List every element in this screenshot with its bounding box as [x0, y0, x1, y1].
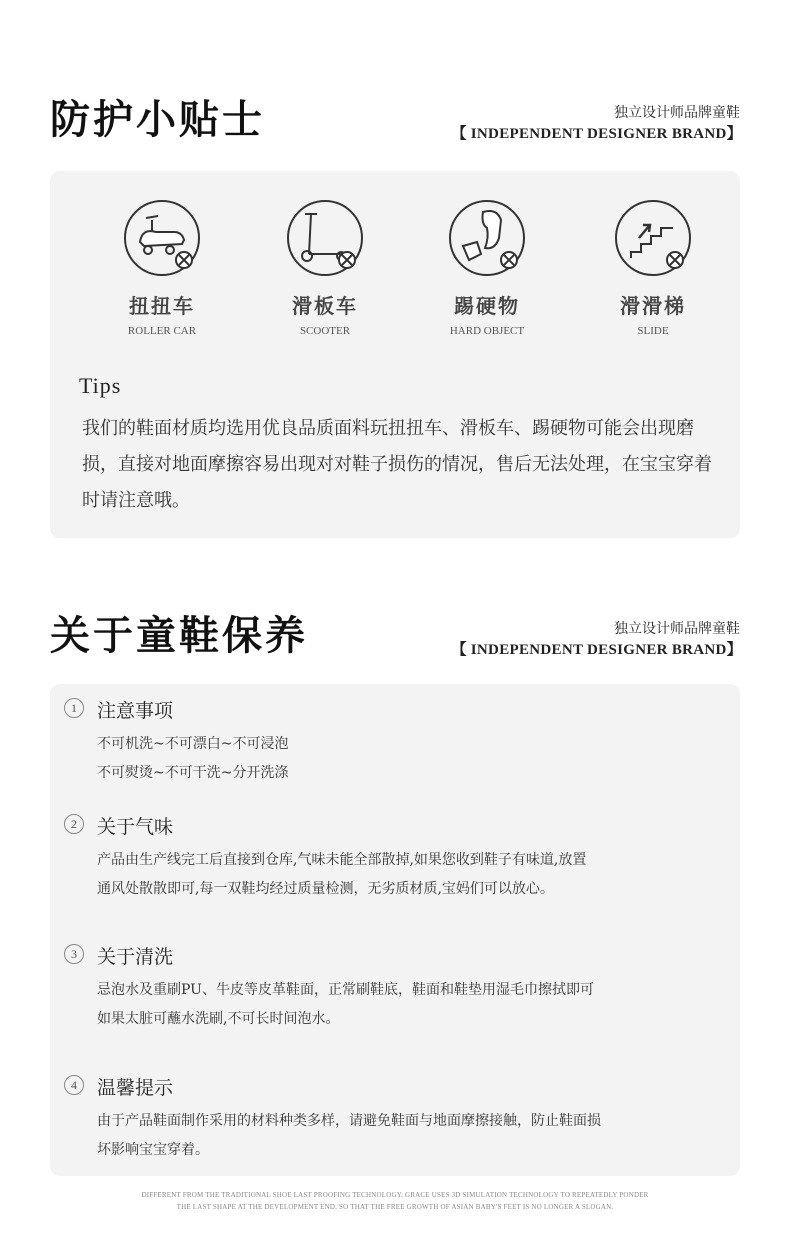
roller-car-icon — [122, 198, 202, 278]
slide-icon — [613, 198, 693, 278]
icon-label-en: SCOOTER — [299, 325, 351, 337]
icon-card-roller-car — [92, 198, 232, 337]
brand-cn: 独立设计师品牌童鞋 — [614, 621, 740, 637]
care-title: 关于清洗 — [97, 946, 174, 968]
item-number: 2 — [64, 814, 84, 834]
care-panel — [50, 684, 740, 1176]
care-line: 坏影响宝宝穿着。 — [97, 1142, 209, 1158]
care-line: 忌泡水及重刷PU、牛皮等皮革鞋面，正常刷鞋底，鞋面和鞋垫用湿毛巾擦拭即可 — [97, 982, 594, 998]
icon-card-slide — [583, 198, 723, 337]
item-number: 1 — [64, 698, 84, 718]
care-title: 温馨提示 — [97, 1077, 174, 1099]
icon-label-cn: 滑滑梯 — [620, 294, 686, 318]
care-line: 产品由生产线完工后直接到仓库,气味未能全部散掉,如果您收到鞋子有味道,放置 — [97, 852, 587, 868]
icon-label-cn: 踢硬物 — [454, 294, 520, 318]
item-number: 4 — [64, 1075, 84, 1095]
care-line: 不可熨烫~不可干洗~分开洗涤 — [97, 765, 289, 781]
icon-label-en: HARD OBJECT — [449, 325, 525, 337]
care-body — [97, 976, 717, 1034]
protection-panel — [50, 171, 740, 538]
item-number: 3 — [64, 944, 84, 964]
care-body — [97, 730, 717, 788]
section-title: 关于童鞋保养 — [50, 612, 308, 659]
icon-label-cn: 扭扭车 — [129, 294, 195, 318]
care-line: 由于产品鞋面制作采用的材料种类多样，请避免鞋面与地面摩擦接触，防止鞋面损 — [97, 1113, 601, 1129]
brand-cn: 独立设计师品牌童鞋 — [614, 105, 740, 121]
icon-label-cn: 滑板车 — [292, 294, 358, 318]
brand-en: 【 INDEPENDENT DESIGNER BRAND】 — [451, 642, 742, 658]
section-title: 防护小贴士 — [50, 96, 265, 143]
icon-label-en: ROLLER CAR — [127, 325, 197, 337]
tips-title: Tips — [79, 373, 122, 398]
footer-line-1: DIFFERENT FROM THE TRADITIONAL SHOE LAST PROOFING TECHNOLOGY, GRACE USES 3D SIMULATION TECHNOLOGY TO REPEATEDLY PONDER — [141, 1191, 649, 1199]
hard-object-icon — [447, 198, 527, 278]
care-body — [97, 1107, 717, 1165]
care-title: 注意事项 — [97, 700, 174, 722]
icon-card-scooter — [255, 198, 395, 337]
care-line: 通风处散散即可,每一双鞋均经过质量检测，无劣质材质,宝妈们可以放心。 — [97, 881, 554, 897]
icon-card-hard-object — [417, 198, 557, 337]
footer-text — [0, 1189, 790, 1213]
tips-body: 我们的鞋面材质均选用优良品质面料玩扭扭车、滑板车、踢硬物可能会出现磨损，直接对地面摩擦容易出现对对鞋子损伤的情况，售后无法处理，在宝宝穿着时请注意哦。 — [82, 418, 712, 511]
brand-en: 【 INDEPENDENT DESIGNER BRAND】 — [451, 126, 742, 142]
scooter-icon — [285, 198, 365, 278]
care-title: 关于气味 — [97, 816, 174, 838]
care-line: 如果太脏可蘸水洗刷,不可长时间泡水。 — [97, 1011, 340, 1027]
care-line: 不可机洗~不可漂白~不可浸泡 — [97, 736, 289, 752]
icon-label-en: SLIDE — [637, 325, 669, 337]
footer-line-2: THE LAST SHAPE AT THE DEVELOPMENT END, SO THAT THE FREE GROWTH OF ASIAN BABY'S FEET IS NO LONGER A SLOGAN. — [176, 1203, 614, 1211]
care-body — [97, 846, 717, 904]
